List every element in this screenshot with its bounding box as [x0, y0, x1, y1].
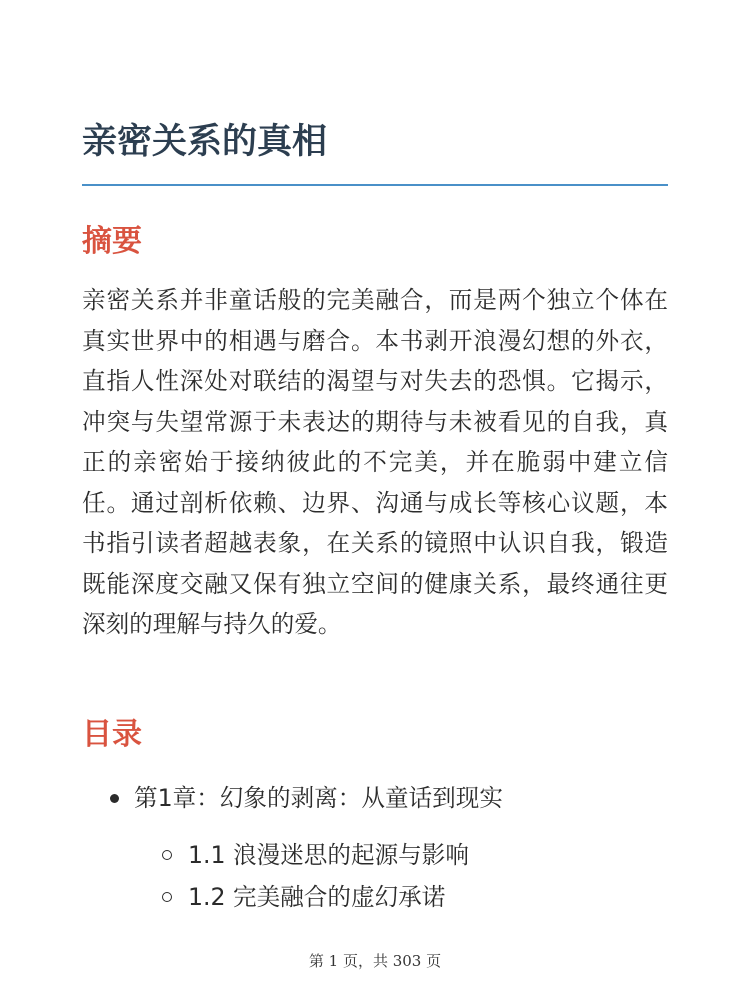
abstract-heading: 摘要: [82, 224, 142, 259]
abstract-body: 亲密关系并非童话般的完美融合，而是两个独立个体在真实世界中的相遇与磨合。本书剥开浪漫幻想的外衣，直指人性深处对联结的渴望与对失去的恐惧。它揭示，冲突与失望常源于未表达的期待与未被看见的自我，真正的亲密始于接纳彼此的不完美，并在脆弱中建立信任。通过剖析依赖、边界、沟通与成长等核心议题，本书指引读者超越表象，在关系的镜照中认识自我，锻造既能深度交融又保有独立空间的健康关系，最终通往更深刻的理解与持久的爱。: [82, 286, 668, 638]
toc-section-label[interactable]: 1.2 完美融合的虚幻承诺: [188, 883, 446, 911]
bullet-circle-icon: [162, 850, 172, 860]
toc-heading: 目录: [82, 717, 142, 752]
title-divider: [82, 184, 668, 186]
document-title: 亲密关系的真相: [82, 122, 328, 162]
bullet-circle-icon: [162, 892, 172, 902]
toc-section-label[interactable]: 1.1 浪漫迷思的起源与影响: [188, 841, 469, 869]
page-indicator: 第 1 页，共 303 页: [308, 952, 442, 970]
toc-chapter-label[interactable]: 第1章：幻象的剥离：从童话到现实: [134, 784, 503, 812]
bullet-disc-icon: [110, 794, 119, 803]
